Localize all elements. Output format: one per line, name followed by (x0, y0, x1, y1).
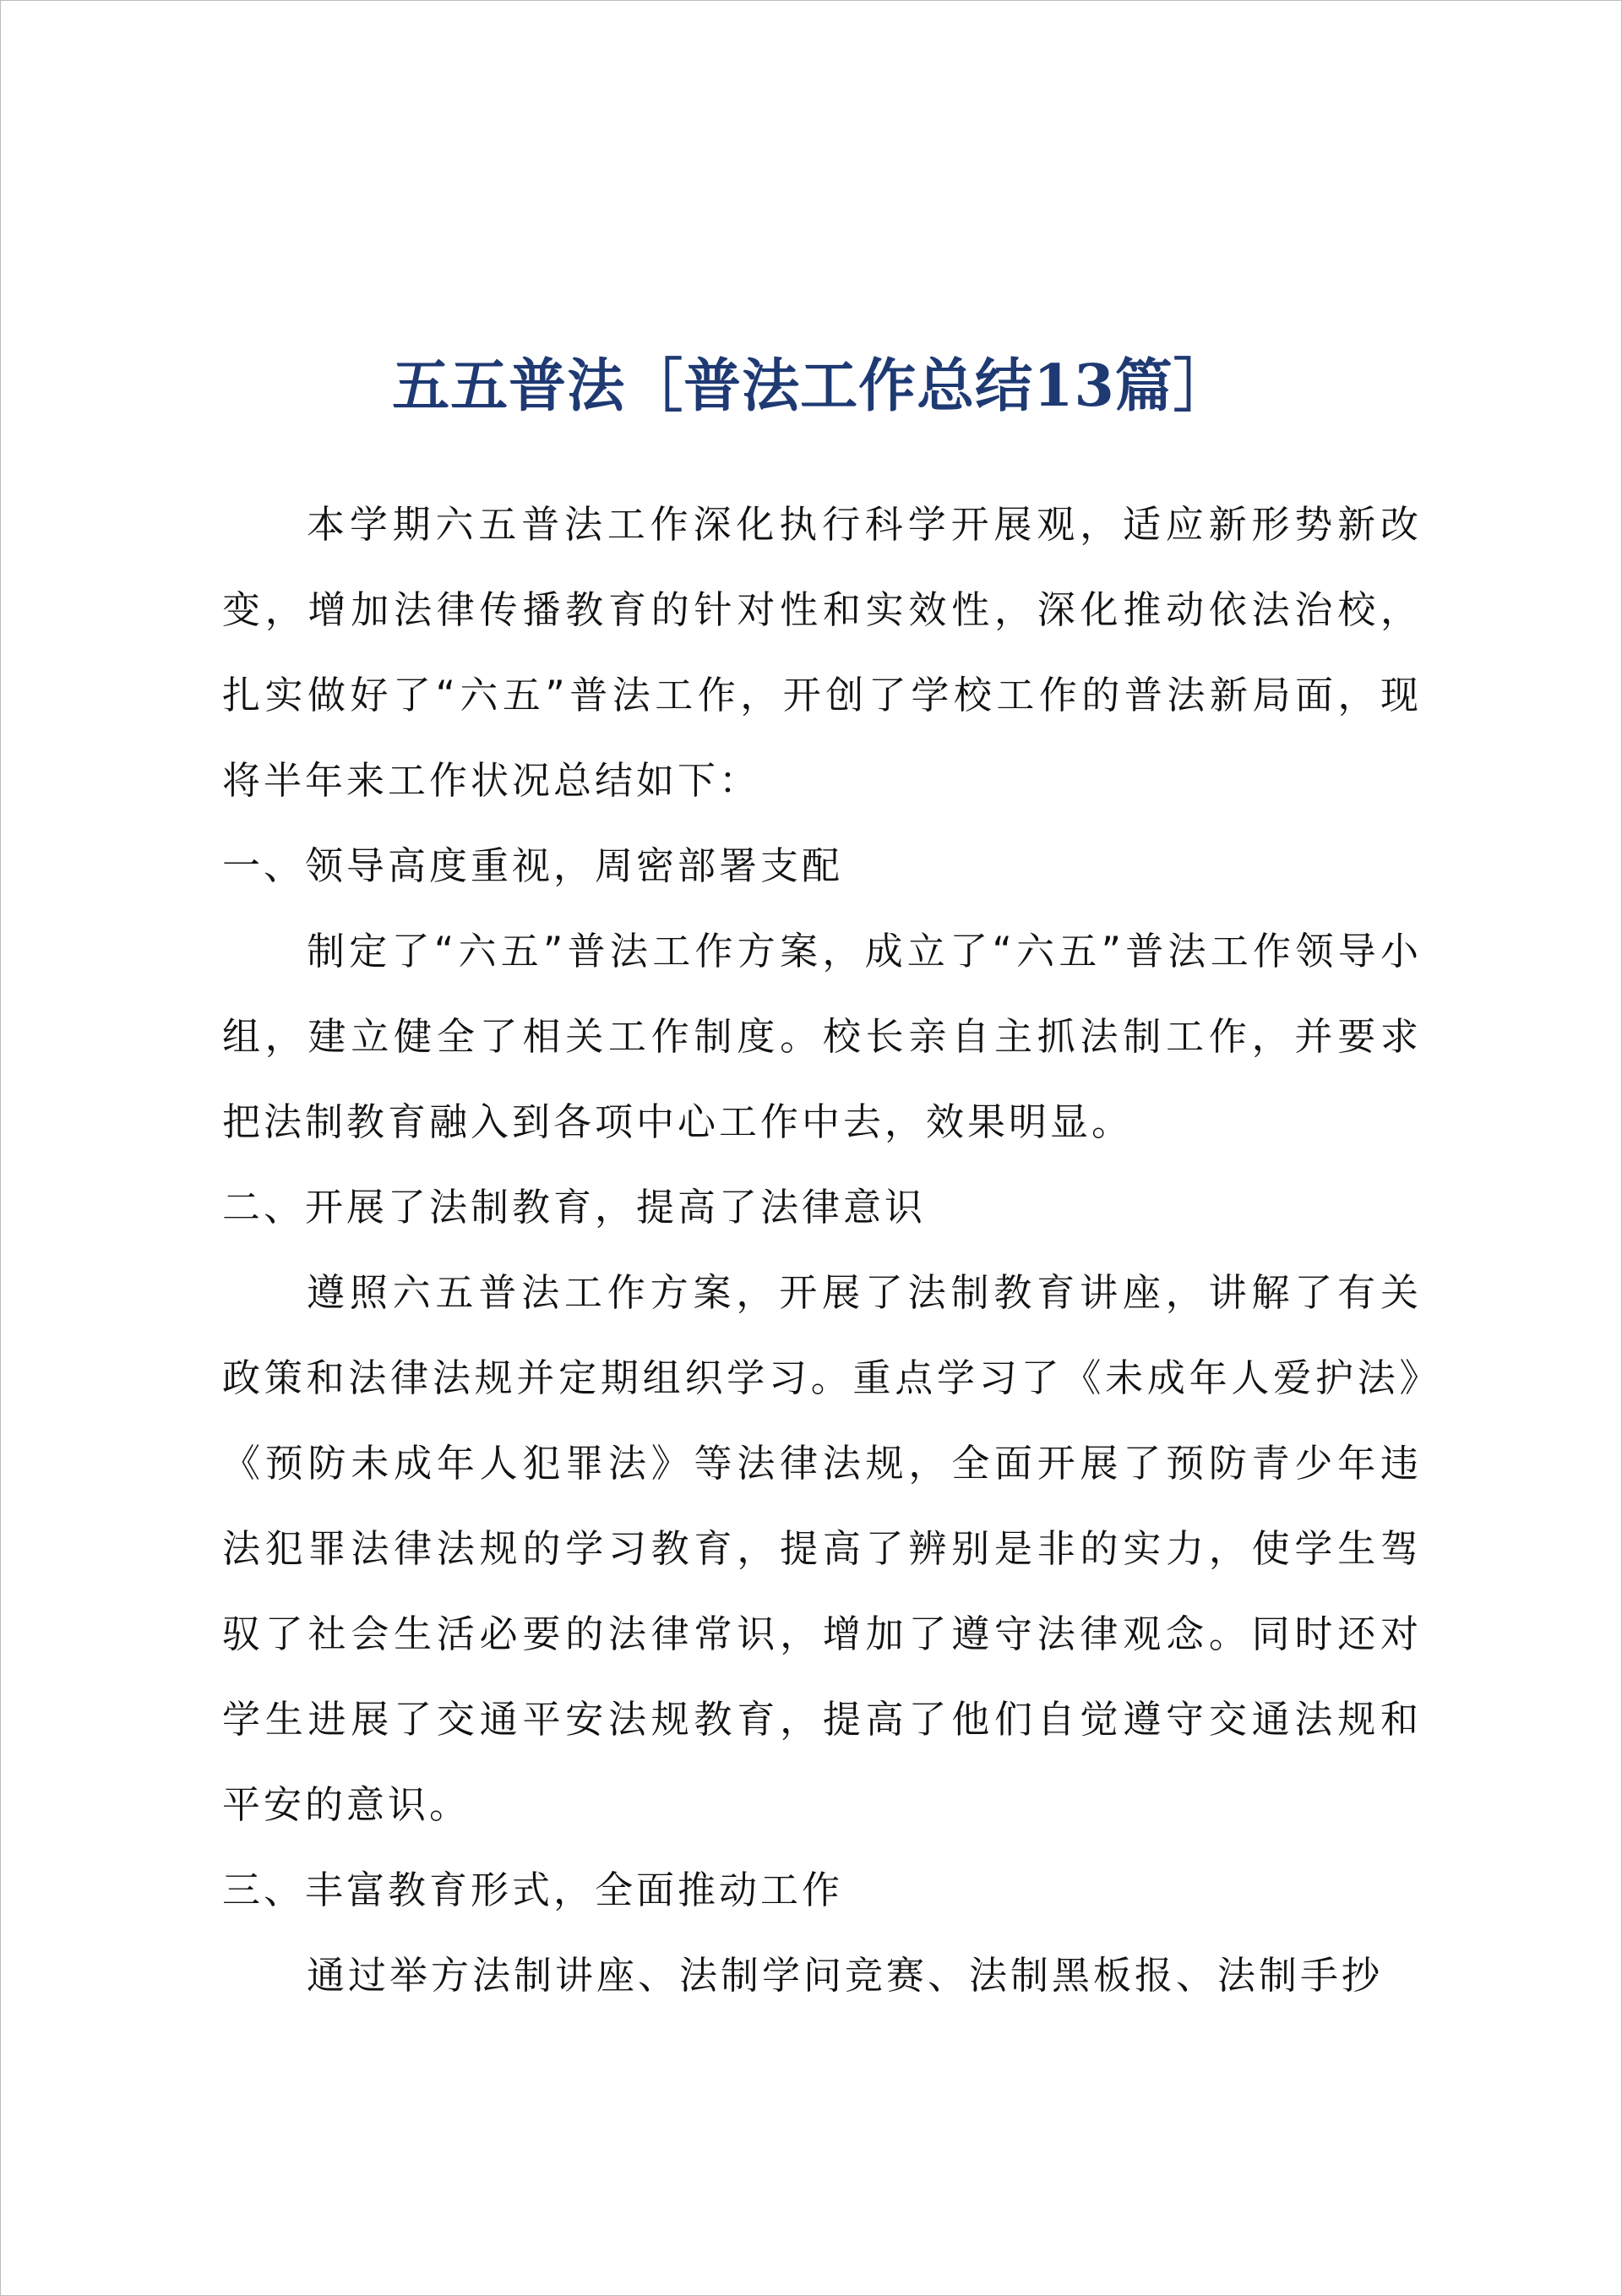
document-body (222, 482, 1422, 2018)
section-paragraph-1: 制定了“六五”普法工作方案，成立了“六五”普法工作领导小组，建立健全了相关工作制度。校长亲自主抓法制工作，并要求把法制教育融入到各项中心工作中去，效果明显。 (222, 929, 1422, 1144)
intro-paragraph: 本学期六五普法工作深化执行科学开展观，适应新形势新改变，增加法律传播教育的针对性和实效性，深化推动依法治校，扎实做好了“六五”普法工作，开创了学校工作的普法新局面，现将半年来工作状况总结如下： (222, 502, 1422, 803)
section-heading-1: 一、领导高度重视，周密部署支配 (222, 843, 844, 888)
section-heading-2: 二、开展了法制教育，提高了法律意识 (222, 1185, 927, 1230)
section-paragraph-2: 遵照六五普法工作方案，开展了法制教育讲座，讲解了有关政策和法律法规并定期组织学习。重点学习了《未成年人爱护法》《预防未成年人犯罪法》等法律法规，全面开展了预防青少年违法犯罪法律法规的学习教育，提高了辨别是非的实力，使学生驾驭了社会生活必要的法律常识，增加了遵守法律观念。同时还对学生进展了交通平安法规教育，提高了他们自觉遵守交通法规和平安的意识。 (222, 1270, 1422, 1827)
document-title: 五五普法［普法工作总结13篇］ (392, 352, 1232, 420)
section-heading-3: 三、丰富教育形式，全面推动工作 (222, 1868, 844, 1912)
section-paragraph-3: 通过举方法制讲座、法制学问竞赛、法制黑板报、法制手抄 (307, 1953, 1384, 1998)
